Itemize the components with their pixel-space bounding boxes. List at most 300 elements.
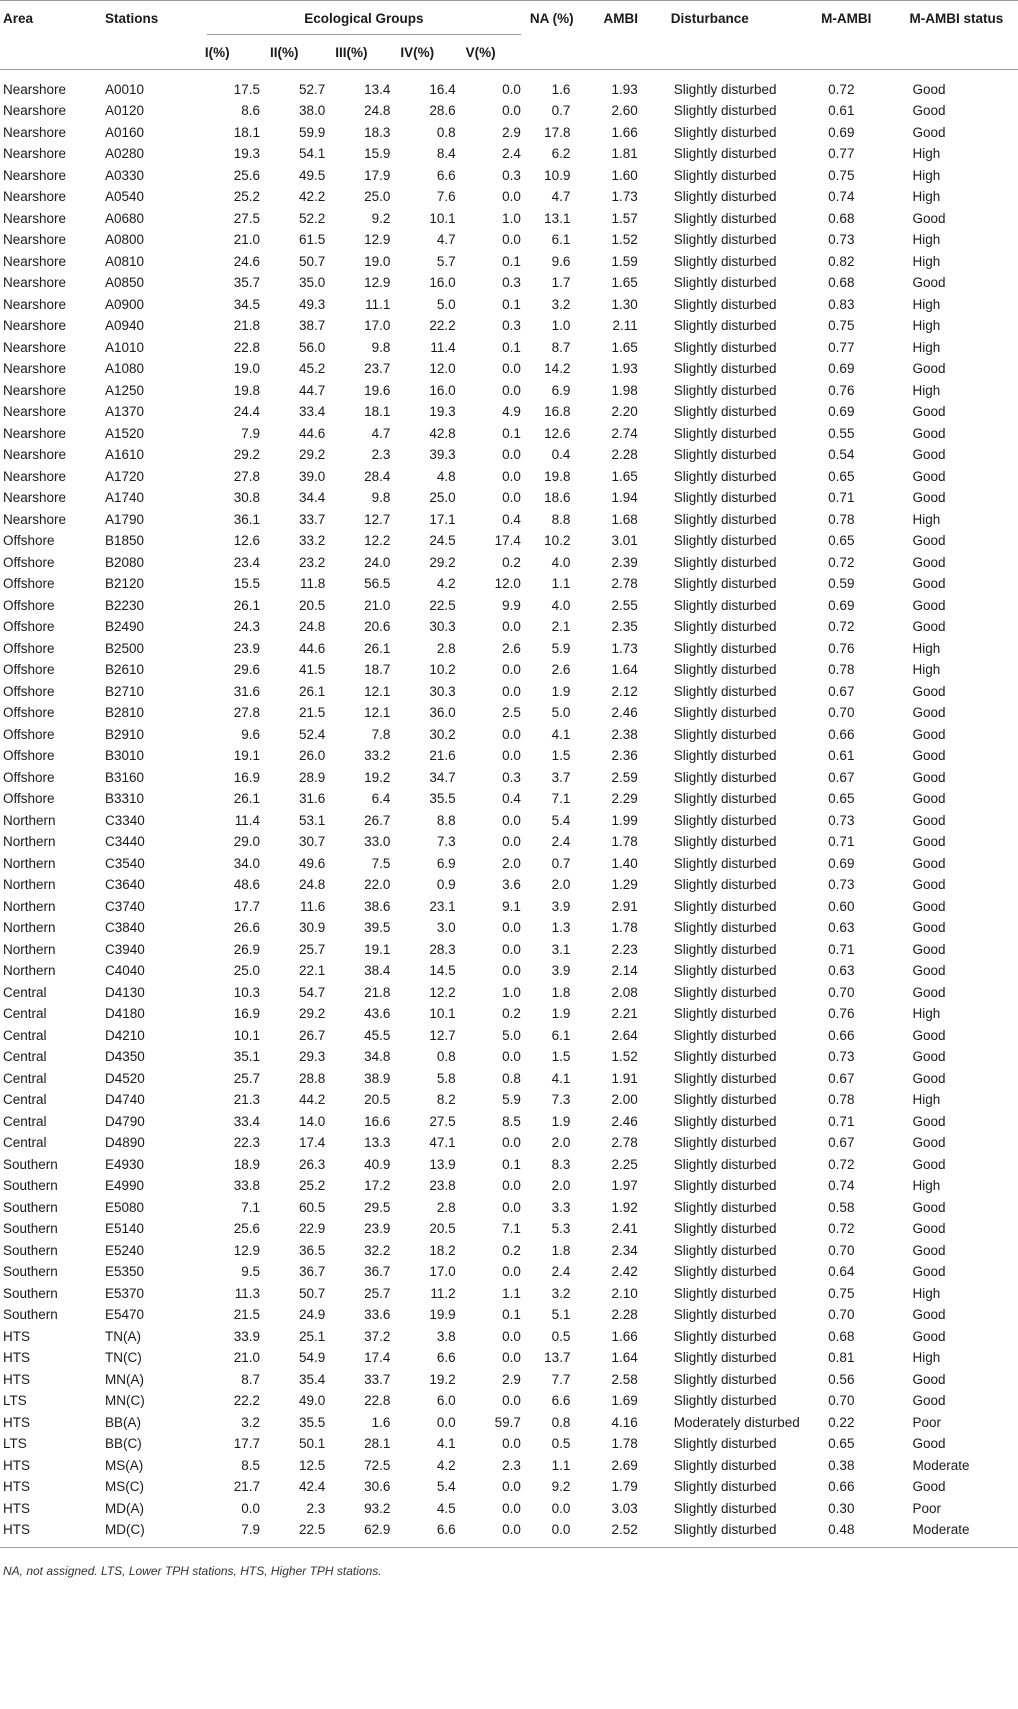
cell-group-5: 0.0 xyxy=(502,683,521,699)
cell-group-2: 49.5 xyxy=(298,167,326,183)
cell-group-2: 31.6 xyxy=(298,791,326,807)
cell-station: A0120 xyxy=(105,103,145,119)
cell-area: Nearshore xyxy=(3,124,67,140)
table-row xyxy=(0,874,1018,896)
cell-mambi: 0.82 xyxy=(828,253,855,269)
cell-group-3: 24.8 xyxy=(364,103,391,119)
table-header xyxy=(0,1,1018,70)
cell-group-5: 0.3 xyxy=(502,318,521,334)
cell-mambi: 0.70 xyxy=(828,705,855,721)
cell-group-4: 28.6 xyxy=(429,103,456,119)
table-row xyxy=(0,1455,1018,1477)
cell-group-3: 24.0 xyxy=(364,554,391,570)
cell-area: HTS xyxy=(3,1500,30,1516)
cell-disturbance: Slightly disturbed xyxy=(673,1113,777,1129)
cell-area: Central xyxy=(3,1092,47,1108)
cell-disturbance: Slightly disturbed xyxy=(673,1522,777,1538)
cell-group-2: 38.0 xyxy=(298,103,326,119)
cell-group-2: 25.2 xyxy=(298,1178,326,1194)
cell-mambi-status: Good xyxy=(912,941,946,957)
cell-na: 1.9 xyxy=(551,1006,571,1022)
cell-mambi-status: Good xyxy=(912,812,946,828)
cell-na: 6.1 xyxy=(551,1027,571,1043)
cell-group-2: 22.5 xyxy=(298,1522,326,1538)
cell-mambi-status: High xyxy=(912,146,941,162)
cell-area: Nearshore xyxy=(3,318,67,334)
cell-group-5: 0.4 xyxy=(502,511,521,527)
cell-mambi: 0.59 xyxy=(828,576,855,592)
cell-group-2: 61.5 xyxy=(298,232,326,248)
cell-ambi: 4.16 xyxy=(611,1414,638,1430)
cell-group-2: 22.9 xyxy=(298,1221,326,1237)
cell-group-2: 24.8 xyxy=(298,619,326,635)
cell-mambi: 0.75 xyxy=(828,1285,855,1301)
cell-station: A0160 xyxy=(105,124,145,140)
cell-group-5: 0.0 xyxy=(502,468,521,484)
cell-na: 5.3 xyxy=(551,1221,571,1237)
cell-ambi: 2.23 xyxy=(611,941,638,957)
cell-area: Offshore xyxy=(3,726,55,742)
cell-group-4: 3.8 xyxy=(436,1328,456,1344)
cell-disturbance: Slightly disturbed xyxy=(673,726,777,742)
cell-group-2: 54.9 xyxy=(298,1350,326,1366)
cell-group-2: 54.1 xyxy=(298,146,326,162)
cell-group-3: 17.4 xyxy=(364,1350,391,1366)
cell-na: 8.7 xyxy=(551,339,571,355)
cell-group-1: 19.0 xyxy=(233,361,261,377)
cell-group-1: 24.6 xyxy=(233,253,261,269)
cell-group-3: 13.4 xyxy=(364,81,391,97)
cell-disturbance: Slightly disturbed xyxy=(673,1393,777,1409)
cell-group-3: 4.7 xyxy=(371,425,391,441)
cell-station: A1250 xyxy=(105,382,145,398)
cell-area: HTS xyxy=(3,1350,30,1366)
cell-disturbance: Slightly disturbed xyxy=(673,554,777,570)
cell-group-5: 2.3 xyxy=(502,1457,521,1473)
cell-disturbance: Slightly disturbed xyxy=(673,210,777,226)
cell-mambi: 0.78 xyxy=(828,511,855,527)
cell-group-1: 25.6 xyxy=(233,1221,261,1237)
cell-na: 13.1 xyxy=(544,210,571,226)
cell-mambi: 0.78 xyxy=(828,1092,855,1108)
cell-group-4: 30.3 xyxy=(429,619,456,635)
cell-group-4: 0.8 xyxy=(436,124,456,140)
cell-area: Offshore xyxy=(3,769,55,785)
cell-mambi: 0.83 xyxy=(828,296,855,312)
cell-ambi: 3.01 xyxy=(611,533,638,549)
cell-group-2: 29.3 xyxy=(298,1049,326,1065)
cell-mambi: 0.71 xyxy=(828,834,855,850)
table-row xyxy=(0,1304,1018,1326)
cell-group-2: 26.3 xyxy=(298,1156,326,1172)
table-row xyxy=(0,337,1018,359)
cell-station: B3310 xyxy=(105,791,145,807)
cell-group-4: 6.6 xyxy=(436,167,456,183)
cell-group-3: 7.8 xyxy=(371,726,391,742)
cell-group-5: 0.0 xyxy=(502,1500,521,1516)
cell-group-1: 29.0 xyxy=(233,834,261,850)
cell-group-3: 37.2 xyxy=(364,1328,391,1344)
cell-group-5: 0.3 xyxy=(502,275,521,291)
cell-area: Offshore xyxy=(3,662,55,678)
cell-ambi: 1.29 xyxy=(611,877,638,893)
cell-group-1: 19.3 xyxy=(233,146,261,162)
cell-group-5: 0.2 xyxy=(502,1242,521,1258)
cell-group-4: 2.8 xyxy=(436,1199,456,1215)
cell-station: A1370 xyxy=(105,404,145,420)
cell-group-3: 29.5 xyxy=(364,1199,391,1215)
cell-group-4: 24.5 xyxy=(429,533,456,549)
cell-group-2: 23.2 xyxy=(298,554,326,570)
cell-na: 4.0 xyxy=(551,554,571,570)
cell-na: 7.7 xyxy=(551,1371,571,1387)
cell-ambi: 1.60 xyxy=(611,167,638,183)
cell-group-1: 35.7 xyxy=(233,275,261,291)
cell-group-3: 26.1 xyxy=(364,640,391,656)
cell-mambi: 0.58 xyxy=(828,1199,855,1215)
cell-group-3: 7.5 xyxy=(371,855,391,871)
cell-group-4: 11.4 xyxy=(430,339,456,355)
cell-mambi-status: Good xyxy=(912,683,946,699)
cell-group-3: 22.8 xyxy=(364,1393,391,1409)
cell-group-4: 42.8 xyxy=(429,425,456,441)
cell-na: 10.9 xyxy=(544,167,571,183)
cell-mambi-status: High xyxy=(912,1350,941,1366)
cell-na: 1.9 xyxy=(551,683,571,699)
cell-group-2: 49.0 xyxy=(298,1393,326,1409)
cell-disturbance: Slightly disturbed xyxy=(673,1500,777,1516)
cell-ambi: 1.66 xyxy=(611,124,638,140)
cell-station: A0850 xyxy=(105,275,145,291)
cell-station: A0680 xyxy=(105,210,145,226)
cell-mambi-status: Good xyxy=(912,1049,946,1065)
cell-mambi: 0.69 xyxy=(828,855,855,871)
cell-na: 6.9 xyxy=(551,382,571,398)
cell-na: 1.1 xyxy=(551,576,571,592)
cell-disturbance: Slightly disturbed xyxy=(673,103,777,119)
cell-area: Northern xyxy=(3,898,56,914)
cell-ambi: 2.55 xyxy=(611,597,638,613)
cell-group-3: 19.1 xyxy=(364,941,391,957)
cell-group-5: 0.0 xyxy=(502,189,521,205)
cell-group-4: 0.8 xyxy=(436,1049,456,1065)
cell-group-5: 8.5 xyxy=(502,1113,521,1129)
cell-disturbance: Slightly disturbed xyxy=(673,1006,777,1022)
cell-group-5: 3.6 xyxy=(502,877,521,893)
cell-group-1: 48.6 xyxy=(233,877,261,893)
cell-group-5: 0.0 xyxy=(502,1350,521,1366)
cell-ambi: 2.42 xyxy=(611,1264,638,1280)
cell-na: 3.9 xyxy=(551,898,571,914)
cell-mambi: 0.65 xyxy=(828,1436,855,1452)
cell-mambi: 0.60 xyxy=(828,898,855,914)
cell-ambi: 1.81 xyxy=(611,146,638,162)
cell-ambi: 2.74 xyxy=(611,425,638,441)
cell-mambi-status: Good xyxy=(912,1242,946,1258)
table-row xyxy=(0,982,1018,1004)
cell-group-2: 50.7 xyxy=(298,1285,326,1301)
cell-mambi: 0.56 xyxy=(828,1371,855,1387)
table-row xyxy=(0,380,1018,402)
cell-na: 4.1 xyxy=(551,726,571,742)
cell-ambi: 3.03 xyxy=(611,1500,638,1516)
table-row xyxy=(0,681,1018,703)
cell-area: Offshore xyxy=(3,554,55,570)
cell-station: D4740 xyxy=(105,1092,145,1108)
cell-ambi: 1.94 xyxy=(611,490,638,506)
cell-ambi: 2.41 xyxy=(611,1221,638,1237)
cell-group-5: 0.4 xyxy=(502,791,521,807)
cell-ambi: 1.91 xyxy=(611,1070,638,1086)
cell-group-3: 93.2 xyxy=(364,1500,391,1516)
cell-area: Nearshore xyxy=(3,404,67,420)
cell-group-3: 23.9 xyxy=(364,1221,391,1237)
cell-group-1: 34.5 xyxy=(233,296,261,312)
cell-group-2: 53.1 xyxy=(298,812,326,828)
cell-group-3: 25.0 xyxy=(364,189,391,205)
cell-area: Northern xyxy=(3,855,56,871)
cell-group-1: 17.7 xyxy=(233,1436,261,1452)
cell-ambi: 2.14 xyxy=(611,963,638,979)
cell-mambi: 0.61 xyxy=(828,103,855,119)
cell-station: A0900 xyxy=(105,296,145,312)
cell-station: MD(C) xyxy=(105,1522,145,1538)
cell-mambi: 0.81 xyxy=(828,1350,855,1366)
table-row xyxy=(0,1519,1018,1547)
cell-group-5: 2.6 xyxy=(502,640,521,656)
cell-area: Northern xyxy=(3,812,56,828)
table-row xyxy=(0,509,1018,531)
cell-group-3: 38.6 xyxy=(364,898,391,914)
cell-mambi-status: Good xyxy=(912,1307,946,1323)
cell-mambi-status: Good xyxy=(912,1371,946,1387)
cell-mambi: 0.68 xyxy=(828,275,855,291)
cell-station: A0800 xyxy=(105,232,145,248)
cell-na: 1.0 xyxy=(551,318,571,334)
cell-ambi: 2.78 xyxy=(611,1135,638,1151)
cell-area: HTS xyxy=(3,1371,30,1387)
cell-group-1: 17.5 xyxy=(233,81,261,97)
cell-group-2: 49.6 xyxy=(298,855,326,871)
cell-mambi-status: Good xyxy=(912,425,946,441)
cell-ambi: 1.57 xyxy=(611,210,638,226)
cell-disturbance: Slightly disturbed xyxy=(673,1242,777,1258)
header-group-4: IV(%) xyxy=(400,44,435,60)
cell-mambi-status: Good xyxy=(912,769,946,785)
cell-group-3: 28.4 xyxy=(364,468,391,484)
cell-group-1: 29.6 xyxy=(233,662,261,678)
cell-group-2: 44.7 xyxy=(298,382,326,398)
cell-disturbance: Slightly disturbed xyxy=(673,253,777,269)
cell-group-4: 14.5 xyxy=(429,963,456,979)
header-stations: Stations xyxy=(105,10,159,26)
cell-mambi-status: High xyxy=(912,189,941,205)
table-row xyxy=(0,960,1018,982)
cell-disturbance: Slightly disturbed xyxy=(673,855,777,871)
table-row xyxy=(0,573,1018,595)
cell-mambi-status: High xyxy=(912,1092,941,1108)
cell-area: Offshore xyxy=(3,683,55,699)
cell-station: A1720 xyxy=(105,468,145,484)
cell-group-5: 0.0 xyxy=(502,963,521,979)
cell-ambi: 2.12 xyxy=(611,683,638,699)
cell-mambi: 0.73 xyxy=(828,232,855,248)
cell-mambi-status: Good xyxy=(912,748,946,764)
cell-group-4: 5.7 xyxy=(436,253,456,269)
cell-mambi: 0.48 xyxy=(828,1522,855,1538)
cell-group-1: 21.3 xyxy=(233,1092,261,1108)
cell-station: A1740 xyxy=(105,490,145,506)
cell-ambi: 1.64 xyxy=(611,662,638,678)
cell-group-3: 9.2 xyxy=(371,210,391,226)
cell-area: Central xyxy=(3,1113,47,1129)
table-row xyxy=(0,595,1018,617)
cell-station: A1610 xyxy=(105,447,145,463)
cell-group-1: 26.1 xyxy=(233,791,261,807)
cell-group-4: 16.0 xyxy=(429,275,456,291)
cell-group-4: 25.0 xyxy=(429,490,456,506)
cell-na: 4.1 xyxy=(551,1070,571,1086)
cell-group-5: 0.0 xyxy=(502,1479,521,1495)
cell-area: Nearshore xyxy=(3,490,67,506)
cell-mambi-status: Good xyxy=(912,705,946,721)
cell-group-2: 44.6 xyxy=(298,640,326,656)
cell-group-2: 44.6 xyxy=(298,425,326,441)
cell-group-1: 21.8 xyxy=(233,318,261,334)
cell-group-3: 30.6 xyxy=(364,1479,391,1495)
cell-group-4: 27.5 xyxy=(429,1113,456,1129)
cell-group-4: 5.4 xyxy=(436,1479,456,1495)
table-row xyxy=(0,122,1018,144)
cell-mambi-status: Moderate xyxy=(912,1522,970,1538)
cell-disturbance: Slightly disturbed xyxy=(673,339,777,355)
cell-na: 1.5 xyxy=(551,1049,571,1065)
cell-group-4: 7.6 xyxy=(436,189,456,205)
cell-disturbance: Slightly disturbed xyxy=(673,941,777,957)
cell-group-4: 10.1 xyxy=(429,210,456,226)
cell-group-1: 26.1 xyxy=(233,597,261,613)
cell-group-4: 0.0 xyxy=(436,1414,456,1430)
cell-mambi: 0.55 xyxy=(828,425,855,441)
cell-group-1: 3.2 xyxy=(241,1414,261,1430)
table-row xyxy=(0,315,1018,337)
cell-group-1: 7.9 xyxy=(241,425,261,441)
cell-group-3: 21.8 xyxy=(364,984,391,1000)
cell-group-2: 50.1 xyxy=(298,1436,326,1452)
cell-group-4: 4.7 xyxy=(436,232,456,248)
table-row xyxy=(0,294,1018,316)
cell-station: E5370 xyxy=(105,1285,145,1301)
table-row xyxy=(0,186,1018,208)
cell-group-5: 0.3 xyxy=(502,769,521,785)
cell-disturbance: Slightly disturbed xyxy=(673,1371,777,1387)
cell-area: Nearshore xyxy=(3,296,67,312)
cell-group-2: 14.0 xyxy=(298,1113,326,1129)
table-row xyxy=(0,552,1018,574)
cell-station: B2910 xyxy=(105,726,145,742)
cell-station: E5240 xyxy=(105,1242,145,1258)
cell-na: 16.8 xyxy=(544,404,571,420)
cell-group-4: 22.2 xyxy=(429,318,456,334)
cell-mambi-status: Good xyxy=(912,1479,946,1495)
cell-group-3: 33.2 xyxy=(364,748,391,764)
cell-group-2: 42.2 xyxy=(298,189,326,205)
cell-station: MS(A) xyxy=(105,1457,144,1473)
table-row xyxy=(0,1498,1018,1520)
cell-group-5: 2.5 xyxy=(502,705,521,721)
cell-ambi: 2.91 xyxy=(611,898,638,914)
cell-group-1: 21.0 xyxy=(233,1350,261,1366)
cell-group-1: 16.9 xyxy=(233,1006,261,1022)
table-row xyxy=(0,1347,1018,1369)
cell-mambi: 0.69 xyxy=(828,361,855,377)
cell-group-2: 12.5 xyxy=(298,1457,326,1473)
cell-mambi-status: High xyxy=(912,296,941,312)
cell-station: E5470 xyxy=(105,1307,145,1323)
table-row xyxy=(0,1218,1018,1240)
cell-mambi: 0.74 xyxy=(828,189,855,205)
cell-disturbance: Slightly disturbed xyxy=(673,1221,777,1237)
cell-group-3: 12.1 xyxy=(364,683,391,699)
cell-mambi: 0.67 xyxy=(828,769,855,785)
cell-group-1: 23.4 xyxy=(233,554,261,570)
cell-mambi: 0.73 xyxy=(828,1049,855,1065)
cell-group-3: 36.7 xyxy=(364,1264,391,1280)
cell-mambi-status: Poor xyxy=(912,1500,941,1516)
cell-disturbance: Slightly disturbed xyxy=(673,490,777,506)
cell-group-2: 36.7 xyxy=(298,1264,326,1280)
cell-group-5: 4.9 xyxy=(502,404,521,420)
cell-mambi-status: Good xyxy=(912,984,946,1000)
cell-mambi: 0.38 xyxy=(828,1457,855,1473)
cell-mambi-status: Good xyxy=(912,1113,946,1129)
cell-group-3: 19.0 xyxy=(364,253,391,269)
cell-ambi: 1.78 xyxy=(611,920,638,936)
cell-group-3: 22.0 xyxy=(364,877,391,893)
table-row xyxy=(0,1197,1018,1219)
cell-group-5: 7.1 xyxy=(502,1221,521,1237)
header-spacer xyxy=(818,35,906,70)
cell-disturbance: Slightly disturbed xyxy=(673,619,777,635)
cell-ambi: 1.64 xyxy=(611,1350,638,1366)
cell-na: 8.3 xyxy=(551,1156,571,1172)
cell-area: LTS xyxy=(3,1436,27,1452)
cell-group-1: 7.9 xyxy=(241,1522,261,1538)
cell-group-5: 0.0 xyxy=(502,619,521,635)
cell-group-4: 18.2 xyxy=(429,1242,456,1258)
cell-area: Southern xyxy=(3,1242,58,1258)
cell-mambi: 0.69 xyxy=(828,124,855,140)
cell-disturbance: Slightly disturbed xyxy=(673,1070,777,1086)
cell-group-3: 12.9 xyxy=(364,232,391,248)
cell-na: 0.8 xyxy=(551,1414,571,1430)
cell-group-4: 23.8 xyxy=(429,1178,456,1194)
cell-station: A0540 xyxy=(105,189,145,205)
cell-mambi-status: Good xyxy=(912,81,946,97)
cell-group-2: 59.9 xyxy=(298,124,326,140)
table-row xyxy=(0,251,1018,273)
cell-na: 0.7 xyxy=(551,855,571,871)
cell-group-2: 34.4 xyxy=(298,490,326,506)
table-row xyxy=(0,788,1018,810)
cell-area: Offshore xyxy=(3,576,55,592)
cell-group-2: 42.4 xyxy=(298,1479,326,1495)
header-spacer xyxy=(906,35,1018,70)
cell-mambi: 0.67 xyxy=(828,1070,855,1086)
cell-ambi: 1.93 xyxy=(611,81,638,97)
cell-na: 0.0 xyxy=(551,1522,571,1538)
cell-group-2: 21.5 xyxy=(298,705,326,721)
